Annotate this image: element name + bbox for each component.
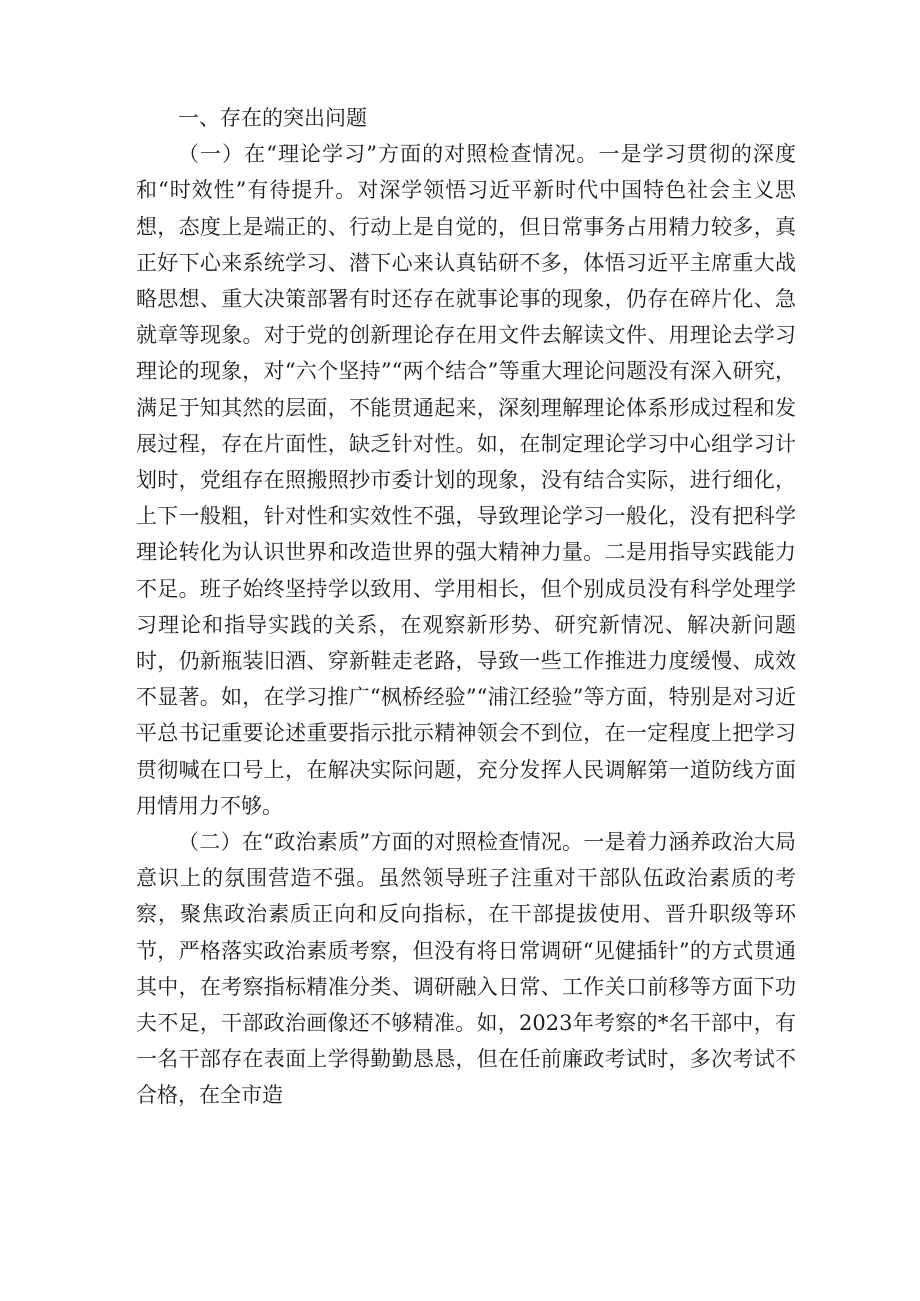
- section-heading: 一、存在的突出问题: [178, 106, 367, 130]
- paragraph-political-quality: （二）在“政治素质”方面的对照检查情况。一是着力涵养政治大局意识上的氛围营造不强。虽然领导班子注重对干部队伍政治素质的考察，聚焦政治素质正向和反向指标，在干部提拔使用、晋升职级等环节，严格落实政治素质考察，但没有将日常调研“见健插针”的方式贯通其中，在考察指标精准分类、调研融入日常、工作关口前移等方面下功夫不足，干部政治画像还不够精准。如，2023年考察的*名干部中，有一名干部存在表面上学得勤勤恳恳，但在任前廉政考试时，多次考试不合格，在全市造: [136, 830, 796, 1108]
- paragraph-theory-study: （一）在“理论学习”方面的对照检查情况。一是学习贯彻的深度和“时效性”有待提升。对深学领悟习近平新时代中国特色社会主义思想，态度上是端正的、行动上是自觉的，但日常事务占用精力较多，真正好下心来系统学习、潜下心来认真钻研不多，体悟习近平主席重大战略思想、重大决策部署有时还存在就事论事的现象，仍存在碎片化、急就章等现象。对于党的创新理论存在用文件去解读文件、用理论去学习理论的现象，对“六个坚持”“两个结合”等重大理论问题没有深入研究，满足于知其然的层面，不能贯通起来，深刻理解理论体系形成过程和发展过程，存在片面性，缺乏针对性。如，在制定理论学习中心组学习计划时，党组存在照搬照抄市委计划的现象，没有结合实际，进行细化，上下一般粗，针对性和实效性不强，导致理论学习一般化，没有把科学理论转化为认识世界和改造世界的强大精神力量。二是用指导实践能力不足。班子始终坚持学以致用、学用相长，但个别成员没有科学处理学习理论和指导实践的关系，在观察新形势、研究新情况、解决新问题时，仍新瓶装旧酒、穿新鞋走老路，导致一些工作推进力度缓慢、成效不显著。如，在学习推广“枫桥经验”“浦江经验”等方面，特别是对习近平总书记重要论述重要指示批示精神领会不到位，在一定程度上把学习贯彻喊在口号上，在解决实际问题，充分发挥人民调解第一道防线方面用情用力不够。: [136, 142, 796, 818]
- document-body: [136, 100, 796, 1114]
